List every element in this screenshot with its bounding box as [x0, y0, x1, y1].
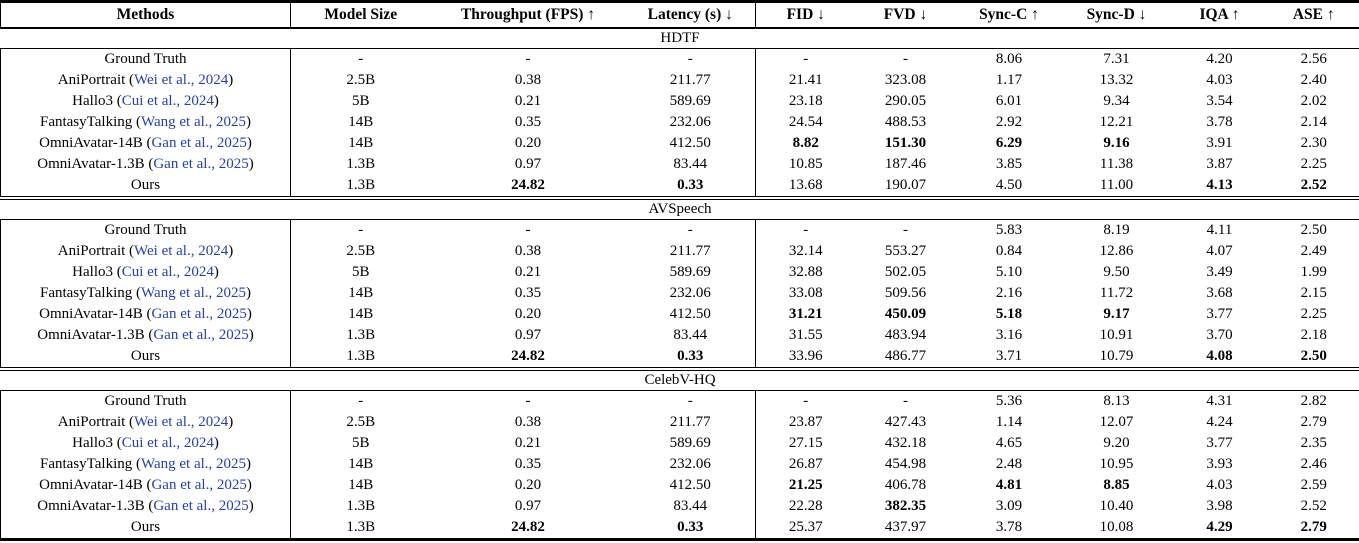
method-name: ) [246, 306, 252, 322]
method-name: ) [228, 243, 234, 259]
value-cell: 2.18 [1269, 325, 1359, 346]
value-cell: 0.97 [514, 498, 542, 514]
table-row [1, 283, 1359, 304]
value-cell: 12.07 [1099, 414, 1134, 430]
citation-link[interactable]: Gan et al., 2025 [153, 156, 249, 172]
value-cell: 8.82 [792, 135, 819, 151]
value-cell: 1.99 [1269, 262, 1359, 283]
value-cell: 486.77 [884, 348, 927, 364]
value-cell: 2.25 [1269, 304, 1359, 325]
citation-link[interactable]: Cui et al., 2024 [121, 435, 214, 451]
table-row [1, 241, 1359, 262]
value-cell: 10.79 [1099, 348, 1134, 364]
value-cell: 2.15 [1269, 283, 1359, 304]
value-cell: 0.33 [626, 175, 756, 198]
value-cell: 10.95 [1099, 456, 1134, 472]
section-label: HDTF [1, 28, 1359, 49]
value-cell: 412.50 [626, 133, 756, 154]
value-cell: 6.01 [995, 93, 1023, 109]
value-cell: 454.98 [884, 456, 927, 472]
value-cell: 232.06 [626, 112, 756, 133]
value-cell: 502.05 [884, 264, 927, 280]
value-cell: 83.44 [626, 496, 756, 517]
value-cell: 21.41 [788, 72, 823, 88]
value-cell: 9.17 [1103, 306, 1130, 322]
citation-link[interactable]: Wei et al., 2024 [134, 243, 229, 259]
citation-link[interactable]: Wang et al., 2025 [141, 114, 247, 130]
value-cell: 22.28 [788, 498, 823, 514]
value-cell: 2.59 [1269, 475, 1359, 496]
value-cell: 3.70 [1206, 327, 1233, 343]
value-cell: 1.3B [346, 498, 376, 514]
value-cell: 32.14 [788, 243, 823, 259]
value-cell: 2.46 [1269, 454, 1359, 475]
table-row [1, 325, 1359, 346]
citation-link[interactable]: Cui et al., 2024 [121, 93, 214, 109]
value-cell: 12.21 [1099, 114, 1134, 130]
value-cell: 2.5B [346, 72, 376, 88]
value-cell: 3.16 [995, 327, 1023, 343]
value-cell: 24.82 [511, 348, 545, 364]
value-cell: 2.40 [1269, 70, 1359, 91]
value-cell: 23.87 [788, 414, 823, 430]
citation-link[interactable]: Wei et al., 2024 [134, 414, 229, 430]
value-cell: 211.77 [626, 241, 756, 262]
method-name: ) [213, 435, 219, 451]
value-cell: 427.43 [884, 414, 927, 430]
value-cell: 23.18 [788, 93, 823, 109]
value-cell: - [525, 222, 531, 238]
method-name: ) [248, 156, 254, 172]
value-cell: 14B [348, 306, 374, 322]
value-cell: 3.68 [1206, 285, 1233, 301]
value-cell: 589.69 [626, 433, 756, 454]
value-cell: 3.71 [995, 348, 1023, 364]
value-cell: 2.82 [1269, 391, 1359, 413]
value-cell: 190.07 [884, 177, 927, 193]
value-cell: 24.54 [788, 114, 823, 130]
method-name: ) [213, 93, 219, 109]
value-cell: 2.79 [1269, 412, 1359, 433]
value-cell: 589.69 [626, 262, 756, 283]
method-cell: Ours [1, 346, 291, 369]
value-cell: 4.81 [995, 477, 1023, 493]
value-cell: 24.82 [511, 177, 545, 193]
table-row [1, 133, 1359, 154]
value-cell: 553.27 [884, 243, 927, 259]
method-name: OmniAvatar-14B ( [39, 135, 152, 151]
value-cell: 7.31 [1103, 51, 1130, 67]
value-cell: - [803, 393, 809, 409]
value-cell: 412.50 [626, 304, 756, 325]
column-header: ASE ↑ [1269, 2, 1359, 29]
value-cell: 4.65 [995, 435, 1023, 451]
column-header: Methods [1, 2, 291, 29]
method-cell: Ground Truth [1, 49, 291, 71]
section-row [1, 369, 1359, 391]
method-cell [1, 70, 291, 91]
value-cell: 24.82 [431, 517, 626, 540]
value-cell: 3.78 [1206, 114, 1233, 130]
value-cell: - [803, 51, 809, 67]
section-label: CelebV-HQ [1, 369, 1359, 391]
value-cell: 4.11 [1206, 222, 1233, 238]
value-cell: 290.05 [884, 93, 927, 109]
method-name: ) [246, 114, 252, 130]
value-cell: 2.25 [1269, 154, 1359, 175]
method-name: AniPortrait ( [57, 414, 135, 430]
value-cell: 8.19 [1103, 222, 1130, 238]
table-row [1, 49, 1359, 71]
citation-link[interactable]: Cui et al., 2024 [121, 264, 214, 280]
value-cell: 2.50 [1269, 346, 1359, 369]
value-cell: 4.08 [1206, 348, 1233, 364]
value-cell: 2.52 [1269, 496, 1359, 517]
value-cell: 1.14 [995, 414, 1023, 430]
method-cell [1, 454, 291, 475]
citation-link[interactable]: Wang et al., 2025 [141, 285, 247, 301]
method-cell [1, 496, 291, 517]
method-name: ) [213, 264, 219, 280]
value-cell: 3.49 [1206, 264, 1233, 280]
value-cell: 14B [348, 114, 374, 130]
citation-link[interactable]: Gan et al., 2025 [151, 306, 247, 322]
value-cell: 232.06 [626, 454, 756, 475]
value-cell: 0.97 [514, 327, 542, 343]
value-cell: 437.97 [856, 517, 956, 540]
value-cell: 25.37 [756, 517, 856, 540]
value-cell: 1.3B [346, 156, 376, 172]
value-cell: 5.18 [995, 306, 1023, 322]
value-cell: 412.50 [626, 475, 756, 496]
value-cell: 0.38 [514, 414, 542, 430]
value-cell: 10.08 [1063, 517, 1171, 540]
method-name: OmniAvatar-1.3B ( [37, 498, 154, 514]
value-cell: 31.55 [788, 327, 823, 343]
value-cell: 211.77 [626, 412, 756, 433]
value-cell: 11.38 [1099, 156, 1134, 172]
value-cell: 32.88 [788, 264, 823, 280]
method-cell [1, 133, 291, 154]
value-cell: 9.34 [1103, 93, 1130, 109]
method-name: ) [248, 327, 254, 343]
value-cell: 3.77 [1206, 435, 1233, 451]
method-name: Hallo3 ( [72, 435, 122, 451]
table-row [1, 70, 1359, 91]
value-cell: - [626, 49, 756, 71]
value-cell: 3.93 [1206, 456, 1233, 472]
value-cell: - [358, 393, 364, 409]
value-cell: 83.44 [626, 154, 756, 175]
value-cell: 2.48 [995, 456, 1023, 472]
value-cell: 3.54 [1206, 93, 1233, 109]
value-cell: 13.68 [788, 177, 823, 193]
value-cell: 5B [351, 435, 370, 451]
method-name: OmniAvatar-14B ( [39, 306, 152, 322]
table-row [1, 112, 1359, 133]
value-cell: 4.13 [1206, 177, 1233, 193]
table-row [1, 304, 1359, 325]
value-cell: 5.36 [995, 393, 1023, 409]
value-cell: 31.21 [788, 306, 823, 322]
value-cell: 5B [351, 264, 370, 280]
value-cell: 0.21 [514, 435, 542, 451]
value-cell: 2.52 [1269, 175, 1359, 198]
value-cell: - [903, 393, 908, 409]
value-cell: 0.20 [514, 135, 542, 151]
value-cell: 27.15 [788, 435, 823, 451]
table-row [1, 262, 1359, 283]
table-row [1, 175, 1359, 198]
value-cell: 2.5B [346, 243, 376, 259]
value-cell: 2.5B [346, 414, 376, 430]
value-cell: 450.09 [884, 306, 927, 322]
value-cell: 12.86 [1099, 243, 1134, 259]
value-cell: 1.3B [346, 348, 376, 364]
table-header-row [1, 2, 1359, 29]
method-cell [1, 112, 291, 133]
section-row [1, 28, 1359, 49]
value-cell: 4.24 [1206, 414, 1233, 430]
value-cell: 1.3B [346, 327, 376, 343]
method-name: AniPortrait ( [57, 243, 135, 259]
column-header: Throughput (FPS) ↑ [431, 2, 626, 29]
citation-link[interactable]: Wang et al., 2025 [141, 456, 247, 472]
column-header: Sync-C ↑ [956, 2, 1063, 29]
value-cell: 211.77 [626, 70, 756, 91]
value-cell: 0.35 [514, 456, 542, 472]
value-cell: 0.38 [514, 72, 542, 88]
value-cell: 11.00 [1099, 177, 1134, 193]
citation-link[interactable]: Gan et al., 2025 [153, 327, 249, 343]
method-cell [1, 304, 291, 325]
section-row [1, 198, 1359, 220]
method-name: OmniAvatar-1.3B ( [37, 327, 154, 343]
value-cell: 10.85 [788, 156, 823, 172]
value-cell: 14B [348, 477, 374, 493]
citation-link[interactable]: Gan et al., 2025 [151, 477, 247, 493]
table-row [1, 433, 1359, 454]
value-cell: 589.69 [626, 91, 756, 112]
method-name: Hallo3 ( [72, 93, 122, 109]
value-cell: 21.25 [788, 477, 823, 493]
value-cell: 2.35 [1269, 433, 1359, 454]
method-cell [1, 262, 291, 283]
value-cell: 33.08 [788, 285, 823, 301]
value-cell: 0.38 [514, 243, 542, 259]
value-cell: 509.56 [884, 285, 927, 301]
value-cell: 3.91 [1206, 135, 1233, 151]
method-name: FantasyTalking ( [39, 285, 141, 301]
section-label: AVSpeech [1, 198, 1359, 220]
value-cell: 0.20 [514, 477, 542, 493]
value-cell: 488.53 [884, 114, 927, 130]
value-cell: 4.20 [1206, 51, 1233, 67]
method-cell: Ground Truth [1, 391, 291, 413]
value-cell: 2.30 [1269, 133, 1359, 154]
value-cell: 5.83 [995, 222, 1023, 238]
method-name: ) [246, 477, 252, 493]
table-row [1, 517, 1359, 540]
table-row [1, 412, 1359, 433]
value-cell: 0.21 [514, 93, 542, 109]
table-row [1, 496, 1359, 517]
method-name: ) [246, 135, 252, 151]
value-cell: 2.16 [995, 285, 1023, 301]
method-name: AniPortrait ( [57, 72, 135, 88]
value-cell: 14B [348, 135, 374, 151]
column-header: FVD ↓ [856, 2, 956, 29]
value-cell: 5.10 [995, 264, 1023, 280]
value-cell: 1.3B [291, 517, 431, 540]
value-cell: - [358, 51, 364, 67]
column-header: FID ↓ [756, 2, 856, 29]
value-cell: 2.49 [1269, 241, 1359, 262]
method-cell [1, 283, 291, 304]
method-cell [1, 412, 291, 433]
column-header: Model Size [291, 2, 431, 29]
value-cell: 1.3B [346, 177, 376, 193]
table-row [1, 220, 1359, 242]
method-cell [1, 154, 291, 175]
method-cell [1, 91, 291, 112]
value-cell: 8.13 [1103, 393, 1130, 409]
value-cell: 4.03 [1206, 72, 1233, 88]
value-cell: 4.31 [1206, 393, 1233, 409]
value-cell: 0.97 [514, 156, 542, 172]
value-cell: - [903, 222, 908, 238]
method-cell [1, 241, 291, 262]
method-cell: Ours [1, 517, 291, 540]
value-cell: 2.56 [1269, 49, 1359, 71]
method-name: Hallo3 ( [72, 264, 122, 280]
value-cell: 0.20 [514, 306, 542, 322]
column-header: IQA ↑ [1171, 2, 1269, 29]
table-row [1, 475, 1359, 496]
value-cell: 406.78 [884, 477, 927, 493]
value-cell: 3.77 [1206, 306, 1233, 322]
column-header: Latency (s) ↓ [626, 2, 756, 29]
method-name: FantasyTalking ( [39, 456, 141, 472]
method-name: ) [228, 414, 234, 430]
value-cell: 6.29 [995, 135, 1023, 151]
value-cell: - [626, 391, 756, 413]
table-row [1, 454, 1359, 475]
value-cell: 4.29 [1171, 517, 1269, 540]
method-cell [1, 325, 291, 346]
value-cell: 0.35 [514, 285, 542, 301]
value-cell: 8.85 [1103, 477, 1130, 493]
column-header: Sync-D ↓ [1063, 2, 1171, 29]
value-cell: 3.78 [956, 517, 1063, 540]
method-name: ) [246, 285, 252, 301]
value-cell: - [358, 222, 364, 238]
value-cell: 2.14 [1269, 112, 1359, 133]
value-cell: 5B [351, 93, 370, 109]
value-cell: 0.35 [514, 114, 542, 130]
value-cell: 2.50 [1269, 220, 1359, 242]
value-cell: - [903, 51, 908, 67]
value-cell: 9.50 [1103, 264, 1130, 280]
value-cell: 14B [348, 456, 374, 472]
value-cell: 9.16 [1103, 135, 1130, 151]
value-cell: - [525, 393, 531, 409]
value-cell: 3.09 [995, 498, 1023, 514]
value-cell: 151.30 [884, 135, 927, 151]
value-cell: 187.46 [884, 156, 927, 172]
method-cell: Ours [1, 175, 291, 198]
value-cell: 483.94 [884, 327, 927, 343]
value-cell: 232.06 [626, 283, 756, 304]
value-cell: 323.08 [884, 72, 927, 88]
method-cell [1, 475, 291, 496]
value-cell: 8.06 [995, 51, 1023, 67]
citation-link[interactable]: Gan et al., 2025 [153, 498, 249, 514]
value-cell: 3.85 [995, 156, 1023, 172]
method-name: FantasyTalking ( [39, 114, 141, 130]
value-cell: 4.03 [1206, 477, 1233, 493]
citation-link[interactable]: Gan et al., 2025 [151, 135, 247, 151]
value-cell: 4.07 [1206, 243, 1233, 259]
table-row [1, 346, 1359, 369]
method-cell: Ground Truth [1, 220, 291, 242]
value-cell: 0.33 [626, 517, 756, 540]
table-row [1, 154, 1359, 175]
method-name: OmniAvatar-14B ( [39, 477, 152, 493]
value-cell: 10.40 [1099, 498, 1134, 514]
value-cell: 0.84 [995, 243, 1023, 259]
value-cell: 1.17 [995, 72, 1023, 88]
method-name: ) [246, 456, 252, 472]
citation-link[interactable]: Wei et al., 2024 [134, 72, 229, 88]
method-cell [1, 433, 291, 454]
value-cell: 432.18 [884, 435, 927, 451]
value-cell: 2.92 [995, 114, 1023, 130]
value-cell: 0.21 [514, 264, 542, 280]
value-cell: 13.32 [1099, 72, 1134, 88]
value-cell: 3.98 [1206, 498, 1233, 514]
value-cell: 2.02 [1269, 91, 1359, 112]
value-cell: - [525, 51, 531, 67]
value-cell: 382.35 [884, 498, 927, 514]
table-row [1, 391, 1359, 413]
value-cell: 11.72 [1099, 285, 1134, 301]
value-cell: 33.96 [788, 348, 823, 364]
method-name: ) [228, 72, 234, 88]
value-cell: 26.87 [788, 456, 823, 472]
value-cell: 4.50 [995, 177, 1023, 193]
value-cell: - [803, 222, 809, 238]
method-name: OmniAvatar-1.3B ( [37, 156, 154, 172]
method-name: ) [248, 498, 254, 514]
value-cell: 10.91 [1099, 327, 1134, 343]
table-row [1, 91, 1359, 112]
value-cell: 2.79 [1269, 517, 1359, 540]
value-cell: 9.20 [1103, 435, 1130, 451]
value-cell: 3.87 [1206, 156, 1233, 172]
value-cell: 0.33 [626, 346, 756, 369]
value-cell: - [626, 220, 756, 242]
value-cell: 83.44 [626, 325, 756, 346]
value-cell: 14B [348, 285, 374, 301]
